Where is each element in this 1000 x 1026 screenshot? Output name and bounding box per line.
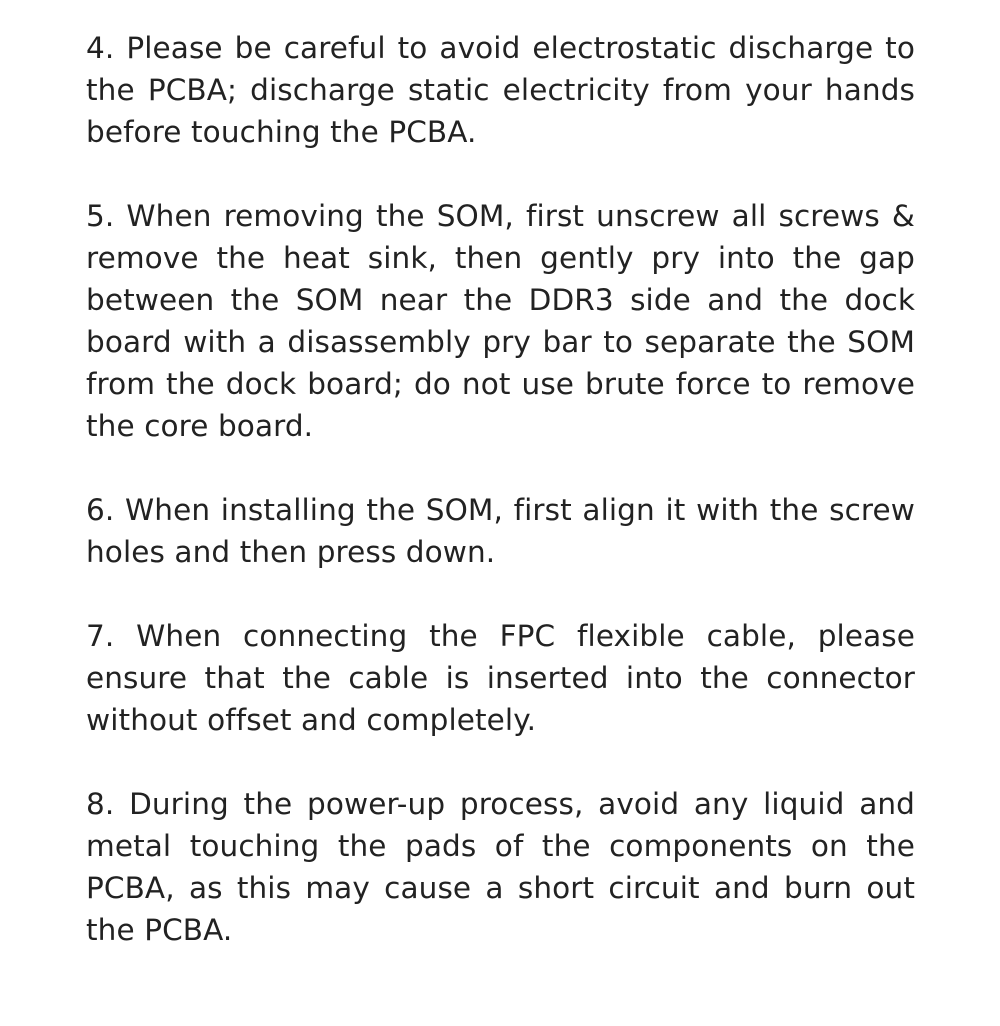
instruction-item-7: 7. When connecting the FPC flexible cable, please ensure that the cable is inserted into the connector without offset and completely. [86,619,915,737]
instruction-item-8: 8. During the power-up process, avoid any liquid and metal touching the pads of the components on the PCBA, as this may cause a short circuit and burn out the PCBA. [86,787,915,947]
instruction-item-6: 6. When installing the SOM, first align it with the screw holes and then press down. [86,493,915,569]
instruction-item-5: 5. When removing the SOM, first unscrew all screws & remove the heat sink, then gently pry into the gap between the SOM near the DDR3 side and the dock board with a disassembly pry bar to separate the SOM from the dock board; do not use brute force to remove the core board. [86,199,915,443]
instructions-document [86,27,915,951]
instruction-item-4: 4. Please be careful to avoid electrostatic discharge to the PCBA; discharge static electricity from your hands before touching the PCBA. [86,31,915,149]
